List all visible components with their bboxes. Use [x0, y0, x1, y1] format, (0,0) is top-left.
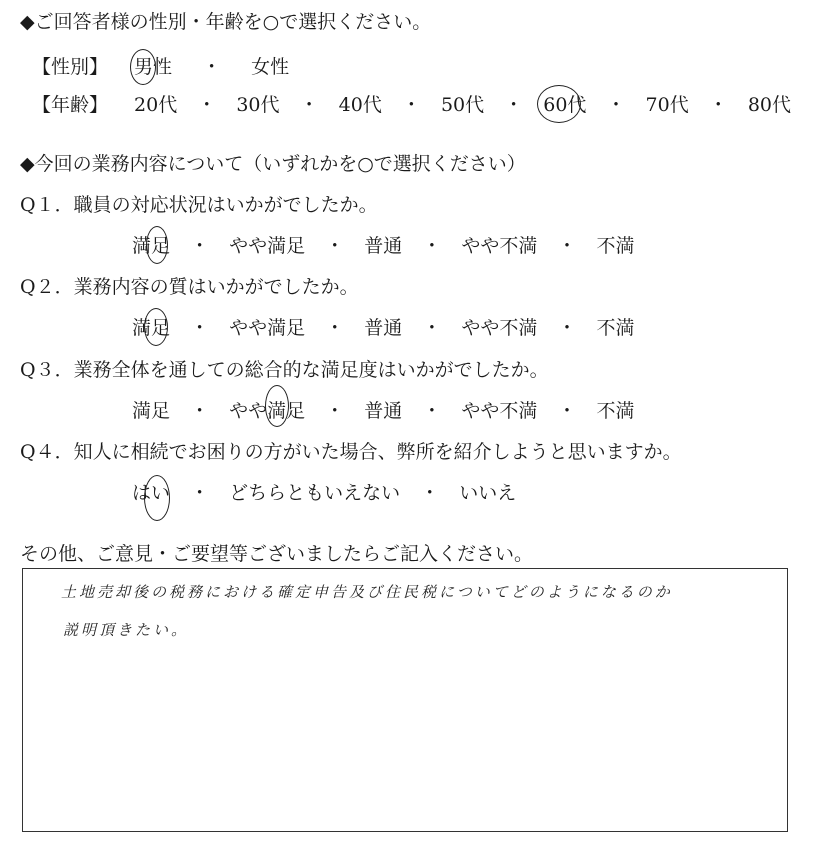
question-3-options — [132, 399, 635, 423]
q3-option-neutral[interactable]: 普通 — [364, 400, 403, 422]
separator: ・ — [606, 94, 626, 116]
separator: ・ — [190, 317, 210, 339]
age-option-60[interactable]: 60代 — [543, 93, 586, 117]
comments-textarea[interactable] — [22, 568, 788, 832]
q3-option-somewhat-dissatisfied[interactable]: やや不満 — [461, 400, 538, 422]
age-option-20[interactable]: 20代 — [134, 94, 178, 116]
comments-prompt: その他、ご意見・ご要望等ございましたらご記入ください。 — [20, 543, 534, 565]
separator: ・ — [557, 235, 577, 257]
question-2-label: Q２．業務内容の質はいかがでしたか。 — [20, 276, 359, 298]
q4-option-neither[interactable]: どちらともいえない — [229, 482, 401, 504]
separator: ・ — [190, 482, 210, 504]
q4-option-yes[interactable]: はい — [132, 481, 170, 505]
question-3-label: Q３．業務全体を通しての総合的な満足度はいかがでしたか。 — [20, 359, 549, 381]
separator: ・ — [325, 235, 345, 257]
q3-option-dissatisfied[interactable]: 不満 — [596, 400, 635, 422]
q3-option-somewhat-satisfied[interactable]: やや満足 — [229, 399, 305, 423]
separator: ・ — [422, 317, 442, 339]
q4-option-no[interactable]: いいえ — [459, 482, 517, 504]
question-2-options — [132, 316, 635, 340]
age-option-30[interactable]: 30代 — [236, 94, 280, 116]
q1-option-somewhat-dissatisfied[interactable]: やや不満 — [461, 235, 538, 257]
question-1-label: Q１．職員の対応状況はいかがでしたか。 — [20, 194, 378, 216]
q1-option-neutral[interactable]: 普通 — [364, 235, 403, 257]
age-option-50[interactable]: 50代 — [440, 94, 485, 116]
separator: ・ — [708, 94, 728, 116]
question-1-options — [132, 234, 635, 258]
survey-heading: ◆今回の業務内容について（いずれかを○で選択ください） — [20, 153, 526, 175]
q2-option-satisfied[interactable]: 満足 — [132, 316, 170, 340]
q2-option-neutral[interactable]: 普通 — [364, 317, 403, 339]
age-option-70[interactable]: 70代 — [645, 94, 689, 116]
separator: ・ — [299, 94, 319, 116]
handwritten-comment-line-2: 説明頂きたい。 — [63, 621, 190, 639]
gender-option-male[interactable]: 男性 — [134, 55, 172, 79]
separator: ・ — [420, 482, 440, 504]
separator: ・ — [504, 94, 524, 116]
separator: ・ — [190, 235, 210, 257]
age-label: 【年齢】 — [32, 94, 109, 116]
q2-option-somewhat-dissatisfied[interactable]: やや不満 — [461, 317, 538, 339]
separator: ・ — [557, 317, 577, 339]
profile-heading: ◆ご回答者様の性別・年齢を○で選択ください。 — [20, 11, 432, 33]
separator: ・ — [202, 56, 222, 78]
separator: ・ — [325, 400, 345, 422]
separator: ・ — [422, 235, 442, 257]
q1-option-dissatisfied[interactable]: 不満 — [596, 235, 635, 257]
separator: ・ — [557, 400, 577, 422]
gender-label: 【性別】 — [32, 56, 109, 78]
q3-option-satisfied[interactable]: 満足 — [132, 400, 171, 422]
age-option-80[interactable]: 80代 — [747, 94, 792, 116]
q1-option-satisfied[interactable]: 満足 — [132, 234, 170, 258]
separator: ・ — [197, 94, 217, 116]
q1-option-somewhat-satisfied[interactable]: やや満足 — [229, 235, 306, 257]
separator: ・ — [422, 400, 442, 422]
age-row — [32, 93, 791, 117]
handwritten-comment-line-1: 土地売却後の税務における確定申告及び住民税についてどのようになるのか — [61, 583, 673, 601]
question-4-options — [132, 481, 516, 505]
gender-option-female[interactable]: 女性 — [251, 56, 290, 78]
separator: ・ — [325, 317, 345, 339]
q2-option-somewhat-satisfied[interactable]: やや満足 — [229, 317, 306, 339]
age-option-40[interactable]: 40代 — [338, 94, 382, 116]
separator: ・ — [190, 400, 210, 422]
q2-option-dissatisfied[interactable]: 不満 — [596, 317, 635, 339]
separator: ・ — [401, 94, 421, 116]
gender-row — [32, 55, 289, 79]
question-4-label: Q４．知人に相続でお困りの方がいた場合、弊所を紹介しようと思いますか。 — [20, 441, 682, 463]
